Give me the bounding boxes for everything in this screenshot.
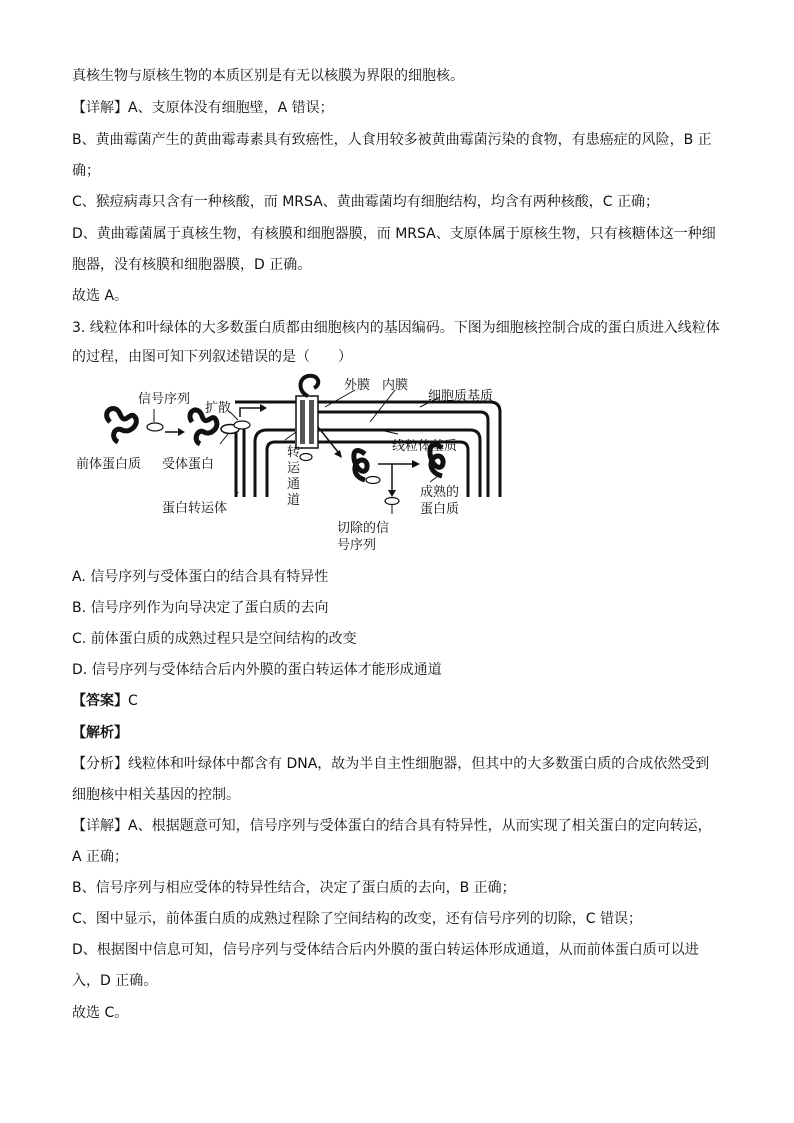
arrow-head xyxy=(178,428,185,436)
text-line: 胞器，没有核膜和细胞器膜，D 正确。 xyxy=(72,257,312,273)
label-mature-protein: 蛋白质 xyxy=(420,502,460,517)
label-cut-signal: 切除的信 xyxy=(337,521,390,536)
text-line: 确； xyxy=(72,163,100,179)
channel-pointer xyxy=(285,432,296,440)
protein-on-channel xyxy=(301,376,319,396)
cut-signal-sequence-shape xyxy=(385,498,399,505)
analysis-line: 入，D 正确。 xyxy=(72,973,158,989)
arrow-head xyxy=(388,490,396,497)
diffuse-pointer xyxy=(230,412,238,420)
signal-seq-bound xyxy=(234,421,250,429)
option-a: A. 信号序列与受体蛋白的结合具有特异性 xyxy=(72,569,329,585)
arrow-head xyxy=(412,460,420,468)
answer xyxy=(72,691,732,711)
mitochondria-import-diagram xyxy=(70,372,510,562)
question-stem: 3. 线粒体和叶绿体的大多数蛋白质都由细胞核内的基因编码。下图为细胞核控制合成的蛋白质进入线粒体 xyxy=(72,320,720,336)
label-receptor-protein: 受体蛋白 xyxy=(162,457,215,472)
signal-sequence-shape xyxy=(147,423,163,431)
label-signal-sequence: 信号序列 xyxy=(138,392,191,407)
label-channel: 运 xyxy=(287,461,301,476)
inner-membrane-pointer xyxy=(370,390,395,422)
label-inner-membrane: 内膜 xyxy=(382,378,409,393)
analysis-line: 【分析】线粒体和叶绿体中都含有 DNA，故为半自主性细胞器，但其中的大多数蛋白质的合成依然受到 xyxy=(72,756,710,772)
text-line: 【详解】A、支原体没有细胞壁，A 错误； xyxy=(72,100,334,116)
text-line: C、猴痘病毒只含有一种核酸，而 MRSA、黄曲霉菌均有细胞结构，均含有两种核酸，C 正确； xyxy=(72,194,659,210)
signal-seq-cleaving xyxy=(366,477,380,484)
text-line: 真核生物与原核生物的本质区别是有无以核膜为界限的细胞核。 xyxy=(72,68,464,84)
outer-membrane-inner xyxy=(318,412,488,497)
question-stem: 的过程，由图可知下列叙述错误的是（ ） xyxy=(72,349,352,365)
label-precursor-protein: 前体蛋白质 xyxy=(76,457,142,472)
label-channel: 道 xyxy=(287,493,301,508)
analysis-title: 【解析】 xyxy=(72,725,128,741)
answer-label: 【答案】 xyxy=(72,693,128,709)
processing-protein-shape xyxy=(354,450,367,480)
text-line: 故选 A。 xyxy=(72,288,129,304)
option-b: B. 信号序列作为向导决定了蛋白质的去向 xyxy=(72,600,329,616)
analysis-line: C、图中显示，前体蛋白质的成熟过程除了空间结构的改变，还有信号序列的切除，C 错误； xyxy=(72,911,642,927)
label-channel: 转 xyxy=(287,445,301,460)
option-d: D. 信号序列与受体结合后内外膜的蛋白转运体才能形成通道 xyxy=(72,662,442,678)
label-outer-membrane: 外膜 xyxy=(344,378,371,393)
answer-value: C xyxy=(128,693,138,709)
text-line: D、黄曲霉菌属于真核生物，有核膜和细胞器膜，而 MRSA、支原体属于原核生物，只有核糖体这一种细 xyxy=(72,226,716,242)
analysis-line: 【详解】A、根据题意可知，信号序列与受体蛋白的结合具有特异性，从而实现了相关蛋白的定向转运， xyxy=(72,818,712,834)
label-diffuse: 扩散 xyxy=(205,401,232,416)
precursor-protein-shape xyxy=(107,409,137,442)
analysis-line: 细胞核中相关基因的控制。 xyxy=(72,787,240,803)
receptor-pointer xyxy=(220,434,228,444)
label-channel: 通 xyxy=(287,477,301,492)
arrow-head xyxy=(260,404,267,412)
option-c: C. 前体蛋白质的成熟过程只是空间结构的改变 xyxy=(72,631,357,647)
analysis-line: B、信号序列与相应受体的特异性结合，决定了蛋白质的去向，B 正确； xyxy=(72,880,516,896)
mature-pointer xyxy=(430,476,438,482)
analysis-line: 故选 C。 xyxy=(72,1005,129,1021)
diffusion-arrow xyxy=(240,408,260,417)
label-cytoplasm-matrix: 细胞质基质 xyxy=(428,389,494,404)
label-mature-protein: 成熟的 xyxy=(420,485,460,500)
analysis-line: D、根据图中信息可知，信号序列与受体结合后内外膜的蛋白转运体形成通道，从而前体蛋白质可以进 xyxy=(72,942,699,958)
analysis-line: A 正确； xyxy=(72,849,129,865)
text-line: B、黄曲霉菌产生的黄曲霉毒素具有致癌性，人食用较多被黄曲霉菌污染的食物，有患癌症的风险，B 正 xyxy=(72,132,712,148)
label-cut-signal: 号序列 xyxy=(337,538,377,553)
label-protein-transporter: 蛋白转运体 xyxy=(162,501,228,516)
label-mito-matrix: 线粒体基质 xyxy=(392,439,458,454)
